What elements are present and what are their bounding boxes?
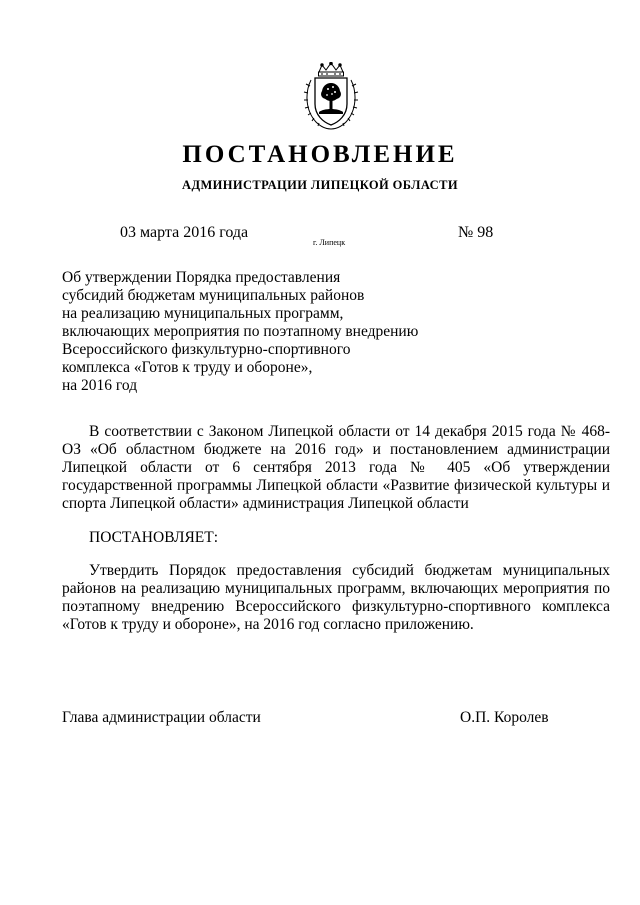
subject-line: на реализацию муниципальных программ, (62, 305, 344, 322)
subject-line: включающих мероприятия по поэтапному внедрению (62, 323, 419, 340)
subject-line: Всероссийского физкультурно-спортивного (62, 341, 351, 358)
document-date: 03 марта 2016 года (120, 224, 249, 241)
subject-line: на 2016 год (62, 377, 138, 394)
subject-line: Об утверждении Порядка предоставления (62, 269, 341, 286)
subject-line: субсидий бюджетам муниципальных районов (62, 287, 365, 304)
issuing-authority: АДМИНИСТРАЦИИ ЛИПЕЦКОЙ ОБЛАСТИ (182, 178, 458, 192)
document-number: № 98 (458, 224, 494, 241)
signatory-name: О.П. Королев (460, 709, 549, 726)
document-place: г. Липецк (313, 238, 346, 247)
resolution-paragraph: Утвердить Порядок предоставления субсидий бюджетам муниципальных районов на реализацию муниципальных программ, включающих мероприятия по поэтапному внедрению Всероссийского физкультурно-спортивного комплекса «Готов к труду и обороне», на 2016 год согласно приложению. (62, 562, 610, 633)
resolves-heading: ПОСТАНОВЛЯЕТ: (89, 529, 219, 546)
document-title: ПОСТАНОВЛЕНИЕ (182, 141, 458, 168)
subject-line: комплекса «Готов к труду и обороне», (62, 359, 313, 376)
coat-of-arms-icon (302, 62, 360, 132)
signatory-position: Глава администрации области (62, 709, 261, 726)
preamble-paragraph: В соответствии с Законом Липецкой области от 14 декабря 2015 года № 468-ОЗ «Об областном бюджете на 2016 год» и постановлением администрации Липецкой области от 6 сентября 2013 года № 405 «Об утверждении государственной программы Липецкой области «Развитие физической культуры и спорта Липецкой области» администрация Липецкой области (62, 423, 610, 512)
document-subject (62, 269, 482, 395)
